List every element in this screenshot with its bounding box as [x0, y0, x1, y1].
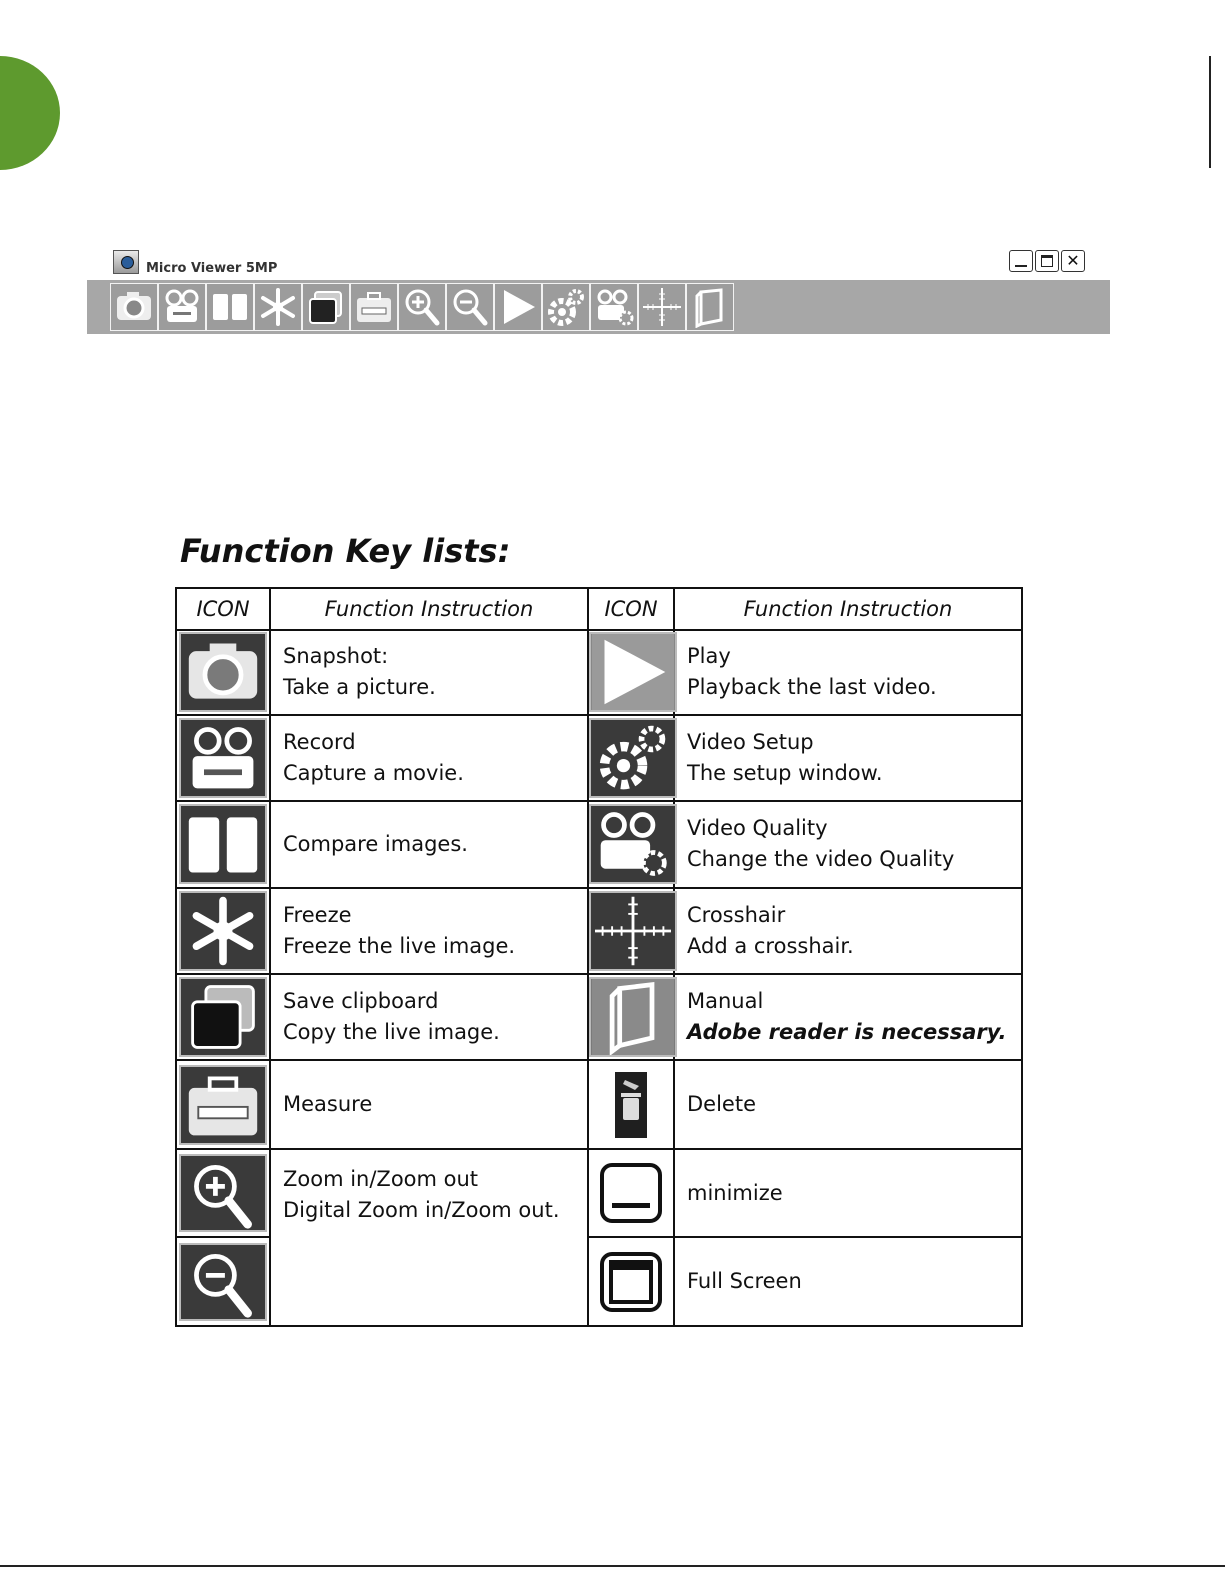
gear-icon: [545, 286, 587, 328]
footer-rule: [0, 1565, 1225, 1567]
zoom-out-icon: [449, 286, 491, 328]
zoom-in-icon: [401, 286, 443, 328]
book-icon: [689, 286, 731, 328]
save-clipboard-description: Save clipboard Copy the live image.: [270, 974, 588, 1060]
compare-icon: [179, 804, 267, 884]
record-button[interactable]: [158, 283, 206, 331]
video-setup-description: Video Setup The setup window.: [674, 715, 1022, 801]
margin-rule: [1209, 56, 1211, 168]
save-clipboard-button[interactable]: [302, 283, 350, 331]
compare-button[interactable]: [206, 283, 254, 331]
table-header-row: [176, 588, 1022, 630]
crosshair-button[interactable]: [638, 283, 686, 331]
maximize-button[interactable]: [1035, 250, 1059, 272]
table-row: [176, 888, 1022, 974]
play-icon: [497, 286, 539, 328]
manual-button[interactable]: [686, 283, 734, 331]
video-quality-description: Video Quality Change the video Quality: [674, 801, 1022, 887]
trash-icon: [615, 1072, 647, 1138]
minimize-button[interactable]: [1009, 250, 1033, 272]
play-description: Play Playback the last video.: [674, 630, 1022, 714]
freeze-button[interactable]: [254, 283, 302, 331]
icon-column-header: ICON: [176, 588, 270, 630]
freeze-description: Freeze Freeze the live image.: [270, 888, 588, 974]
instruction-column-header: Function Instruction: [270, 588, 588, 630]
book-icon: [589, 977, 677, 1057]
snowflake-icon: [257, 286, 299, 328]
minimize-icon: [598, 1161, 664, 1225]
zoom-in-button[interactable]: [398, 283, 446, 331]
gear-icon: [589, 718, 677, 798]
video-setup-button[interactable]: [542, 283, 590, 331]
video-quality-icon: [593, 286, 635, 328]
zoom-description: Zoom in/Zoom out Digital Zoom in/Zoom out.: [270, 1149, 588, 1326]
record-description: Record Capture a movie.: [270, 715, 588, 801]
crosshair-description: Crosshair Add a crosshair.: [674, 888, 1022, 974]
video-camera-icon: [161, 286, 203, 328]
table-row: [176, 1149, 1022, 1237]
zoom-in-icon: [179, 1154, 267, 1232]
clipboard-icon: [305, 286, 347, 328]
delete-description: Delete: [674, 1060, 1022, 1148]
play-icon: [589, 632, 677, 712]
window-controls: [1009, 250, 1085, 272]
camera-icon: [113, 286, 155, 328]
ruler-case-icon: [179, 1065, 267, 1145]
table-row: [176, 715, 1022, 801]
table-row: [176, 1060, 1022, 1148]
table-row: [176, 801, 1022, 887]
chapter-tab: [0, 56, 60, 170]
crosshair-icon: [641, 286, 683, 328]
measure-button[interactable]: [350, 283, 398, 331]
close-button[interactable]: ✕: [1061, 250, 1085, 272]
clipboard-icon: [179, 977, 267, 1057]
compare-icon: [209, 286, 251, 328]
play-button[interactable]: [494, 283, 542, 331]
table-row: [176, 974, 1022, 1060]
snapshot-button[interactable]: [110, 283, 158, 331]
zoom-out-icon: [179, 1243, 267, 1321]
measure-description: Measure: [270, 1060, 588, 1148]
video-camera-icon: [179, 718, 267, 798]
minimize-description: minimize: [674, 1149, 1022, 1237]
full-screen-icon: [598, 1250, 664, 1314]
video-quality-button[interactable]: [590, 283, 638, 331]
full-screen-description: Full Screen: [674, 1237, 1022, 1326]
ruler-case-icon: [353, 286, 395, 328]
crosshair-icon: [589, 891, 677, 971]
zoom-out-button[interactable]: [446, 283, 494, 331]
app-title: Micro Viewer 5MP: [146, 261, 278, 276]
camera-icon: [179, 632, 267, 712]
app-logo-icon: [113, 250, 139, 274]
instruction-column-header: Function Instruction: [674, 588, 1022, 630]
table-row: [176, 630, 1022, 714]
section-heading: Function Key lists:: [180, 532, 511, 570]
function-key-table: [175, 587, 1023, 1327]
snapshot-description: Snapshot: Take a picture.: [270, 630, 588, 714]
video-quality-icon: [589, 804, 677, 884]
compare-description: Compare images.: [270, 801, 588, 887]
snowflake-icon: [179, 891, 267, 971]
icon-column-header: ICON: [588, 588, 674, 630]
manual-description: Manual Adobe reader is necessary.: [674, 974, 1022, 1060]
toolbar: [87, 280, 1110, 334]
